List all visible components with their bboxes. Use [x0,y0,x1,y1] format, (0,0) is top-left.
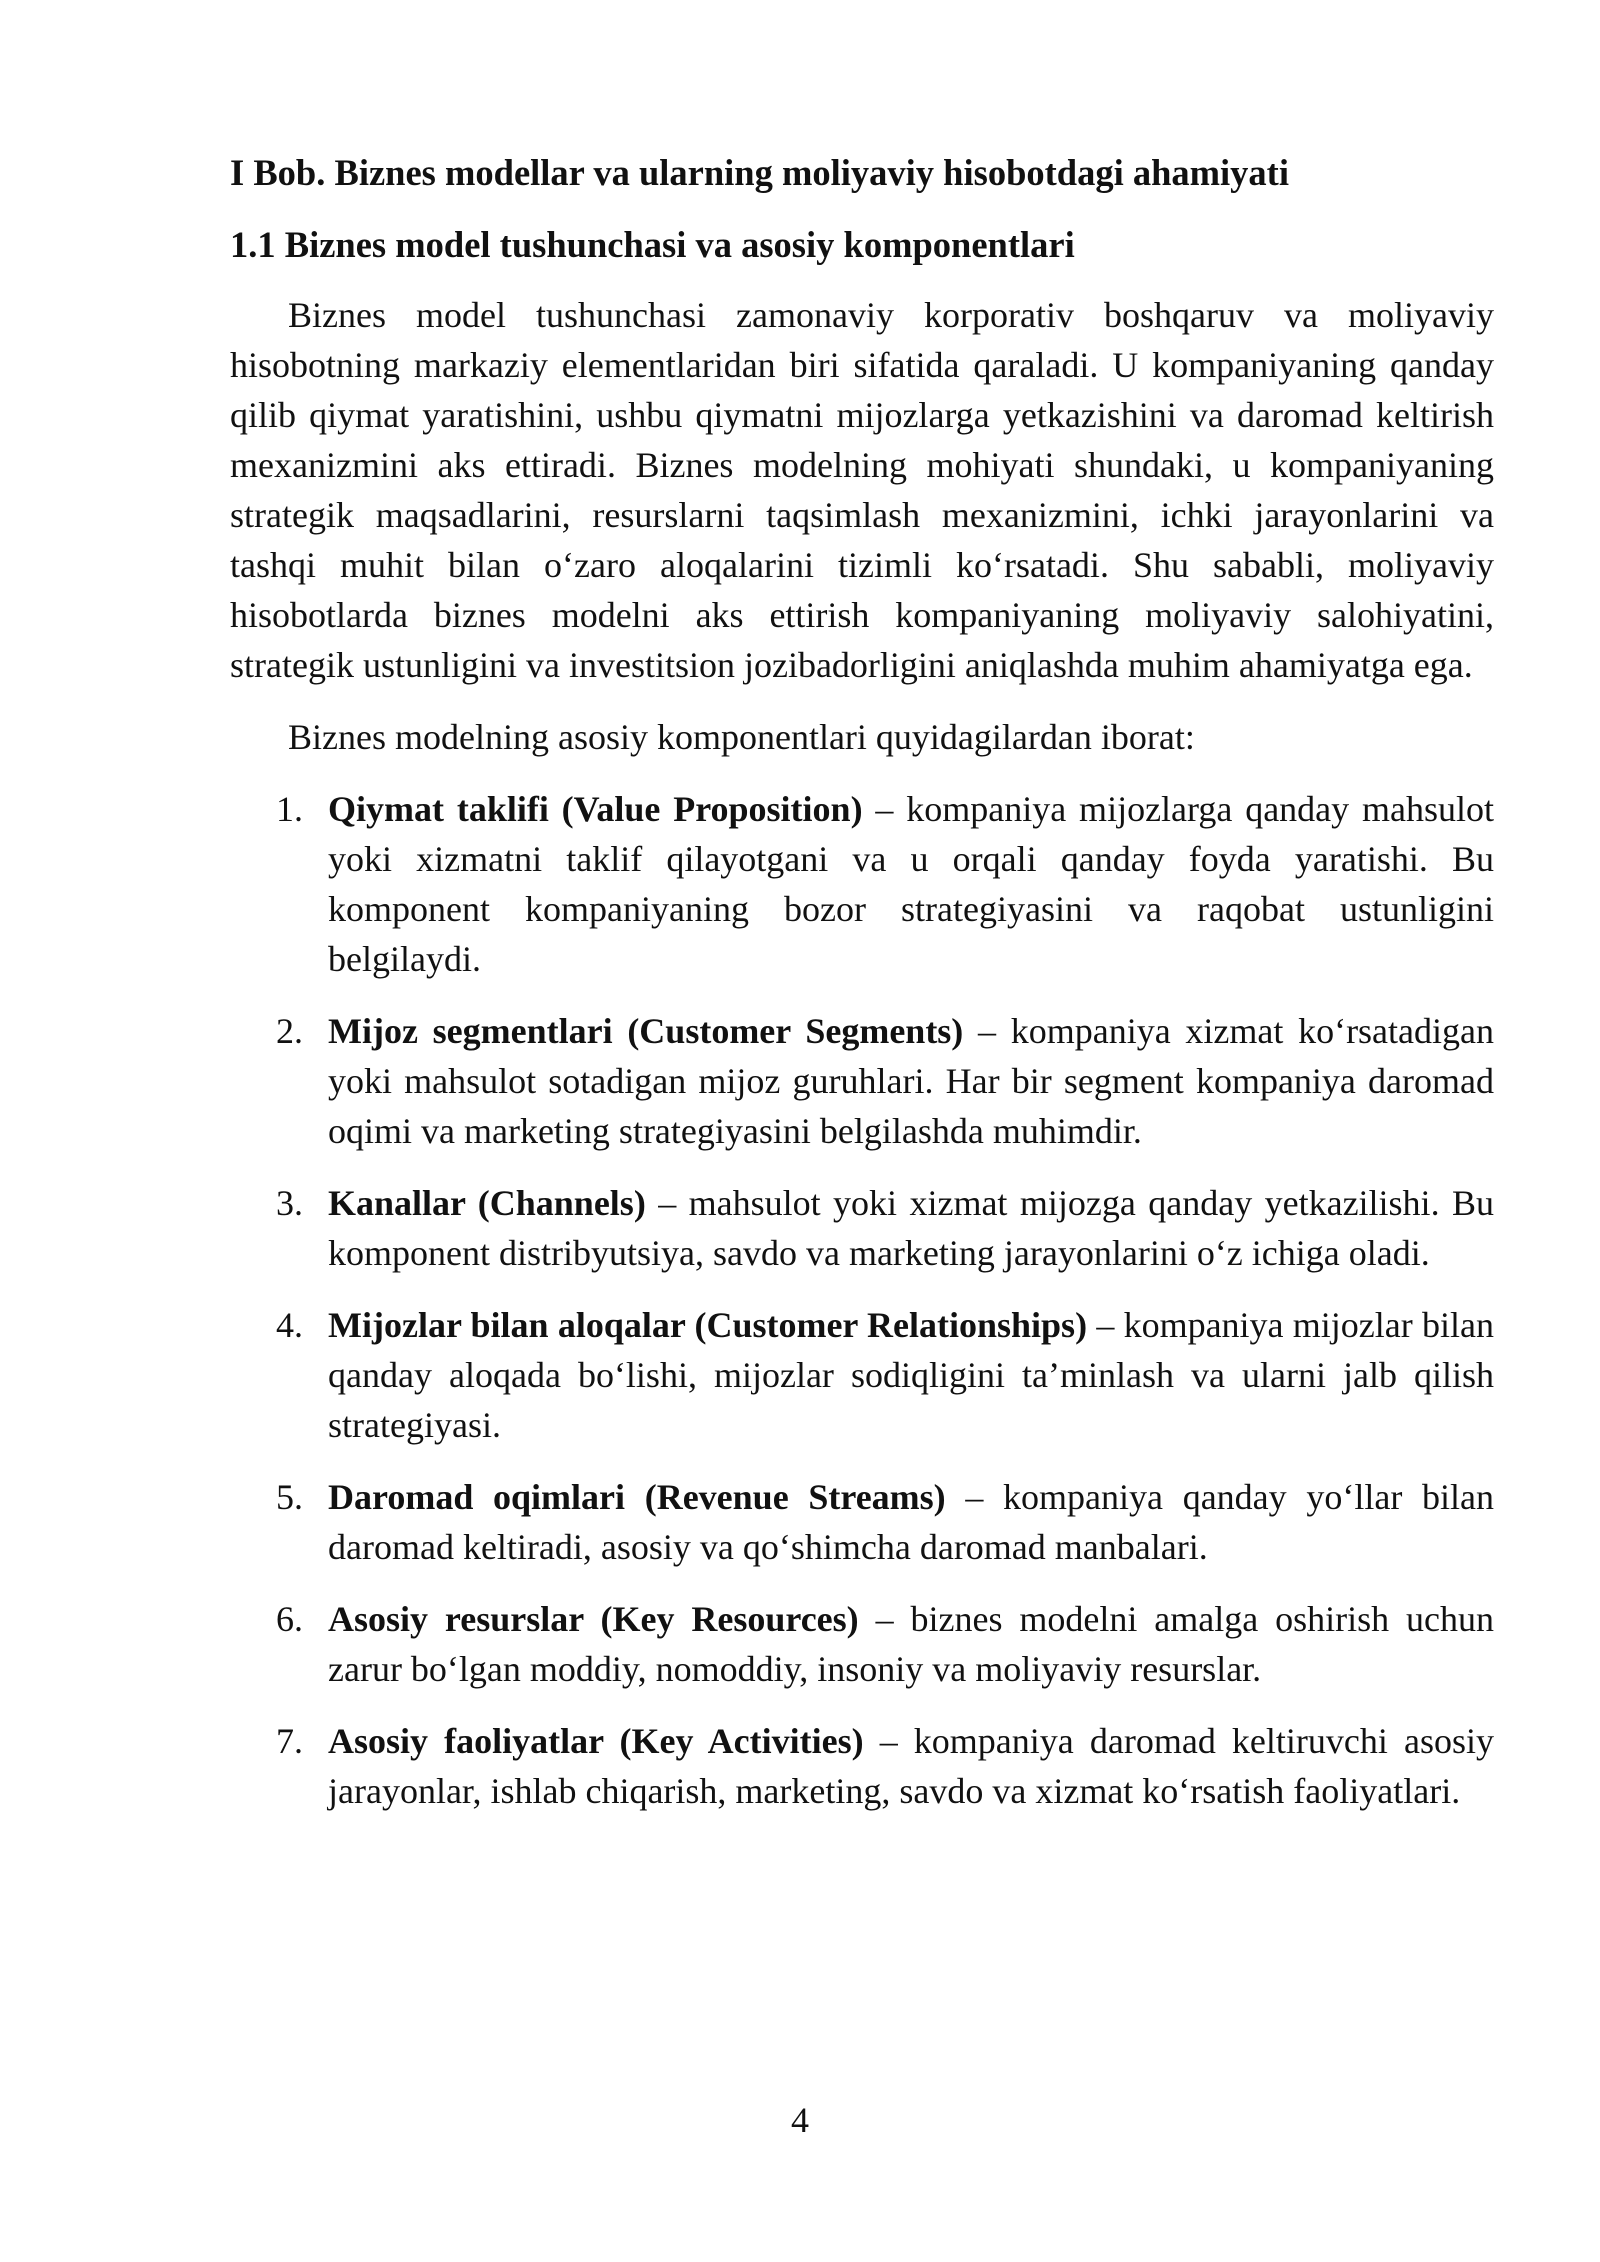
list-item-description: – kompaniya mijozlar bilan qanday aloqada bo‘lishi, mijozlar sodiqligini ta’minlash va ularni jalb qilish strategiyasi. [328,1305,1494,1445]
list-item [230,1178,1494,1278]
list-item [230,784,1494,984]
list-item [230,1716,1494,1816]
chapter-title: I Bob. Biznes modellar va ularning moliyaviy hisobotdagi ahamiyati [230,152,1289,193]
list-item [230,1300,1494,1450]
components-list [230,784,1494,1816]
list-item-term: Kanallar (Channels) [328,1183,646,1223]
list-item-description: – biznes modelni amalga oshirish uchun zarur bo‘lgan moddiy, nomoddiy, insoniy va moliyaviy resurslar. [328,1599,1495,1689]
list-item-term: Mijozlar bilan aloqalar (Customer Relationships) [328,1305,1088,1345]
list-item-description: – kompaniya mijozlarga qanday mahsulot yoki xizmatni taklif qilayotgani va u orqali qanday foyda yaratishi. Bu komponent kompaniyaning bozor strategiyasini va raqobat ustunligini belgilaydi. [328,789,1494,979]
list-item-description: – kompaniya daromad keltiruvchi asosiy jarayonlar, ishlab chiqarish, marketing, savdo va xizmat ko‘rsatish faoliyatlari. [328,1721,1494,1811]
list-item-number: 1. [276,789,303,829]
list-item-term: Daromad oqimlari (Revenue Streams) [328,1477,946,1517]
list-item-term: Asosiy resurslar (Key Resources) [328,1599,859,1639]
list-item-term: Qiymat taklifi (Value Proposition) [328,789,863,829]
list-item-number: 3. [276,1183,303,1223]
page-number: 4 [791,2100,809,2140]
document-page [230,148,1494,1838]
list-item [230,1472,1494,1572]
list-item-number: 7. [276,1721,303,1761]
list-item-number: 4. [276,1305,303,1345]
list-item-number: 6. [276,1599,303,1639]
list-item-description: – kompaniya xizmat ko‘rsatadigan yoki mahsulot sotadigan mijoz guruhlari. Har bir segment kompaniya daromad oqimi va marketing strategiyasini belgilashda muhimdir. [328,1011,1495,1151]
intro-paragraph: Biznes model tushunchasi zamonaviy korporativ boshqaruv va moliyaviy hisobotning markaziy elementlaridan biri sifatida qaraladi. U kompaniyaning qanday qilib qiymat yaratishini, ushbu qiymatni mijozlarga yetkazishini va daromad keltirish mexanizmini aks ettiradi. Biznes modelning mohiyati shundaki, u kompaniyaning strategik maqsadlarini, resurslarni taqsimlash mexanizmini, ichki jarayonlarini va tashqi muhit bilan o‘zaro aloqalarini tizimli ko‘rsatadi. Shu sababli, moliyaviy hisobotlarda biznes modelni aks ettirish kompaniyaning moliyaviy salohiyatini, strategik ustunligini va investitsion jozibadorligini aniqlashda muhim ahamiyatga ega. [230,295,1494,685]
list-item-number: 5. [276,1477,303,1517]
list-item-number: 2. [276,1011,303,1051]
components-lead-paragraph: Biznes modelning asosiy komponentlari quyidagilardan iborat: [288,717,1195,757]
list-item-description: – kompaniya qanday yo‘llar bilan daromad keltiradi, asosiy va qo‘shimcha daromad manbalari. [328,1477,1494,1567]
list-item [230,1594,1494,1694]
list-item-description: – mahsulot yoki xizmat mijozga qanday yetkazilishi. Bu komponent distribyutsiya, savdo va marketing jarayonlarini o‘z ichiga oladi. [328,1183,1494,1273]
list-item [230,1006,1494,1156]
section-title: 1.1 Biznes model tushunchasi va asosiy komponentlari [230,224,1075,265]
list-item-term: Mijoz segmentlari (Customer Segments) [328,1011,964,1051]
list-item-term: Asosiy faoliyatlar (Key Activities) [328,1721,864,1761]
